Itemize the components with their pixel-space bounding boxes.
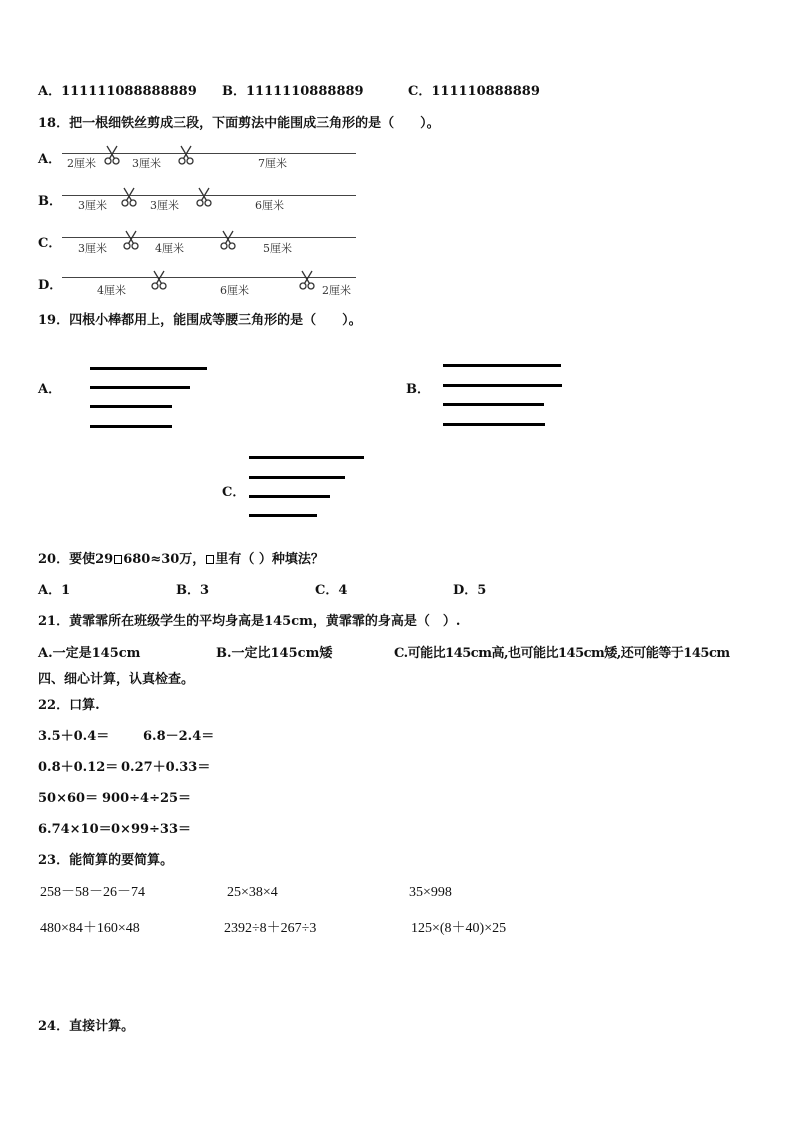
q19-c-stick-1 bbox=[249, 456, 364, 459]
q18-c-seg-1: 3厘米 bbox=[78, 242, 107, 255]
q18-a-seg-2: 3厘米 bbox=[132, 157, 161, 170]
scissors-icon bbox=[151, 270, 167, 290]
blank-box bbox=[114, 555, 122, 564]
q18-c-seg-2: 4厘米 bbox=[155, 242, 184, 255]
q18-title: 18．把一根细铁丝剪成三段，下面剪法中能围成三角形的是（ ）。 bbox=[38, 116, 440, 131]
q19-b-stick-4 bbox=[443, 423, 545, 426]
q19-option-a-label: A． bbox=[38, 382, 62, 397]
q19-a-stick-2 bbox=[90, 386, 190, 389]
q22-title: 22．口算. bbox=[38, 698, 100, 713]
q18-d-seg-1: 4厘米 bbox=[97, 284, 126, 297]
q22-item: 0×99÷33＝ bbox=[111, 822, 192, 837]
q18-a-seg-1: 2厘米 bbox=[67, 157, 96, 170]
section-heading: 四、细心计算，认真检查。 bbox=[38, 672, 195, 687]
scissors-icon bbox=[123, 230, 139, 250]
q18-a-seg-3: 7厘米 bbox=[258, 157, 287, 170]
q22-item: 3.5＋0.4＝ bbox=[38, 729, 110, 744]
q21-option-a: A.一定是145cm bbox=[38, 646, 141, 661]
q18-c-seg-3: 5厘米 bbox=[263, 242, 292, 255]
q19-option-c-label: C． bbox=[222, 485, 246, 500]
scissors-icon bbox=[299, 270, 315, 290]
q19-option-b-label: B． bbox=[406, 382, 430, 397]
q18-option-a-label: A． bbox=[38, 152, 62, 167]
q21-option-c: C.可能比145cm高,也可能比145cm矮,还可能等于145cm bbox=[394, 646, 730, 661]
q19-b-stick-1 bbox=[443, 364, 561, 367]
q23-expression: 2392÷8＋267÷3 bbox=[224, 921, 317, 936]
q17-option-c: C．111110888889 bbox=[408, 84, 540, 99]
q23-expression: 125×(8＋40)×25 bbox=[411, 921, 507, 936]
q18-b-seg-1: 3厘米 bbox=[78, 199, 107, 212]
q20-option-b: B．3 bbox=[176, 583, 210, 598]
q19-a-stick-1 bbox=[90, 367, 207, 370]
q18-b-seg-2: 3厘米 bbox=[150, 199, 179, 212]
q20-option-c: C．4 bbox=[315, 583, 348, 598]
scissors-icon bbox=[121, 187, 137, 207]
q23-expression: 35×998 bbox=[409, 885, 452, 900]
scissors-icon bbox=[196, 187, 212, 207]
q19-c-stick-4 bbox=[249, 514, 317, 517]
q19-c-stick-3 bbox=[249, 495, 330, 498]
q22-item: 6.8－2.4＝ bbox=[143, 729, 215, 744]
q17-option-a: A．111111088888889 bbox=[38, 84, 197, 99]
q23-expression: 258－58－26－74 bbox=[40, 885, 145, 900]
q18-wire-c bbox=[62, 237, 356, 238]
q23-expression: 25×38×4 bbox=[227, 885, 278, 900]
q19-a-stick-3 bbox=[90, 405, 172, 408]
q22-item: 0.27＋0.33＝ bbox=[121, 760, 211, 775]
q22-item: 6.74×10＝ bbox=[38, 822, 112, 837]
q18-option-c-label: C． bbox=[38, 236, 62, 251]
q21-option-b: B.一定比145cm矮 bbox=[216, 646, 333, 661]
q19-b-stick-3 bbox=[443, 403, 544, 406]
scissors-icon bbox=[104, 145, 120, 165]
q22-item: 50×60＝ bbox=[38, 791, 99, 806]
q23-expression: 480×84＋160×48 bbox=[40, 921, 140, 936]
q22-item: 0.8＋0.12＝ bbox=[38, 760, 119, 775]
q22-item: 900÷4÷25＝ bbox=[102, 791, 192, 806]
q19-b-stick-2 bbox=[443, 384, 562, 387]
q18-d-seg-2: 6厘米 bbox=[220, 284, 249, 297]
q18-b-seg-3: 6厘米 bbox=[255, 199, 284, 212]
q20-option-a: A．1 bbox=[38, 583, 71, 598]
q17-option-b: B．1111110888889 bbox=[222, 84, 364, 99]
q23-title: 23．能简算的要简算。 bbox=[38, 853, 174, 868]
q21-title: 21．黄霏霏所在班级学生的平均身高是145cm，黄霏霏的身高是（ ）. bbox=[38, 614, 461, 629]
q24-title: 24．直接计算。 bbox=[38, 1019, 135, 1034]
scissors-icon bbox=[178, 145, 194, 165]
q18-option-d-label: D． bbox=[38, 278, 63, 293]
q18-d-seg-3: 2厘米 bbox=[322, 284, 351, 297]
blank-box bbox=[206, 555, 214, 564]
q18-option-b-label: B． bbox=[38, 194, 62, 209]
q19-c-stick-2 bbox=[249, 476, 345, 479]
q19-a-stick-4 bbox=[90, 425, 172, 428]
q20-title: 20．要使29 680≈30万， 里有（ ）种填法？ bbox=[38, 552, 324, 567]
q20-option-d: D．5 bbox=[453, 583, 487, 598]
q19-title: 19．四根小棒都用上，能围成等腰三角形的是（ ）。 bbox=[38, 313, 362, 328]
scissors-icon bbox=[220, 230, 236, 250]
